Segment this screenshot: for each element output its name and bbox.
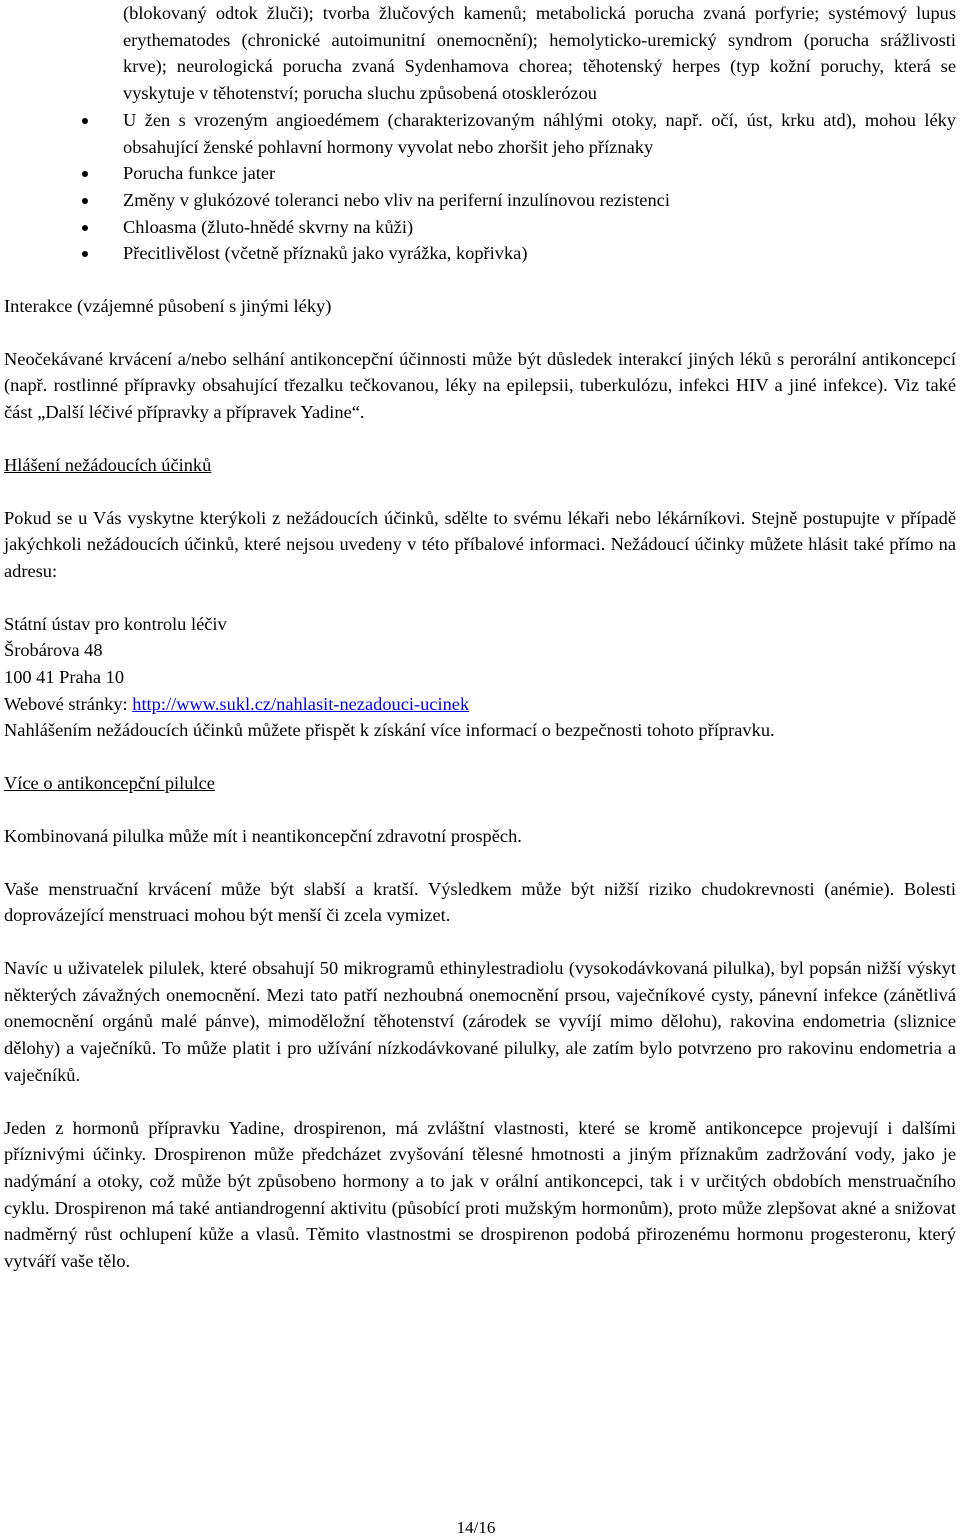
- bullet-icon: [82, 251, 88, 257]
- interactions-heading: Interakce (vzájemné působení s jinými léky): [4, 296, 332, 317]
- bullet-icon: [82, 198, 88, 204]
- more-heading: Více o antikoncepční pilulce: [4, 773, 215, 794]
- side-effects-list: [4, 107, 956, 267]
- list-item: U žen s vrozeným angioedémem (charakterizovaným náhlými otoky, např. očí, úst, krku atd), mohou léky obsahující ženské pohlavní hormony vyvolat nebo zhoršit jeho příznaky: [4, 107, 956, 160]
- list-item: Porucha funkce jater: [4, 160, 956, 187]
- bullet-icon: [82, 118, 88, 124]
- document-page: [4, 0, 956, 1275]
- more-paragraph: Jeden z hormonů přípravku Yadine, drospirenon, má zvláštní vlastnosti, které se kromě antikoncepce projevují i dalšími příznivými účinky. Drospirenon může předcházet zvyšování tělesné hmotnosti a jiným příznakům zadržování vody, jako je nadýmání a otoky, což může být způsobeno hormony a to jak v orální antikoncepci, tak i v určitých obdobích menstruačního cyklu. Drospirenon má také antiandrogenní aktivitu (působící proti mužským hormonům), proto může zlepšovat akné a snižovat nadměrný růst ochlupení kůže a vlasů. Těmito vlastnostmi se drospirenon podobá přirozenému hormonu progesteronu, který vytváří vaše tělo.: [4, 1117, 956, 1272]
- bullet-icon: [82, 171, 88, 177]
- more-paragraph: Navíc u uživatelek pilulek, které obsahují 50 mikrogramů ethinylestradiolu (vysokodávkovaná pilulka), byl popsán nižší výskyt některých závažných onemocnění. Mezi tato patří nezhoubná onemocnění prsou, vaječníkové cysty, pánevní infekce (zánětlivá onemocnění orgánů malé pánve), mimoděložní těhotenství (zárodek se vyvíjí mimo dělohu), rakovina endometria (sliznice dělohy) a vaječníků. To může platit i pro užívání nízkodávkované pilulky, ale zatím bylo potvrzeno pro rakovinu endometria a vaječníků.: [4, 957, 956, 1085]
- address-block: [4, 611, 956, 745]
- address-line: Šrobárova 48: [4, 640, 103, 661]
- address-line: 100 41 Praha 10: [4, 667, 125, 688]
- continued-list-item: (blokovaný odtok žluči); tvorba žlučových kamenů; metabolická porucha zvaná porfyrie; systémový lupus erythematodes (chronické autoimunitní onemocnění); hemolyticko-uremický syndrom (porucha srážlivosti krve); neurologická porucha zvaná Sydenhamova chorea; těhotenský herpes (typ kožní poruchy, která se vyskytuje v těhotenství; porucha sluchu způsobená otosklerózou: [123, 3, 956, 104]
- address-line: Státní ústav pro kontrolu léčiv: [4, 613, 227, 634]
- sukl-link[interactable]: http://www.sukl.cz/nahlasit-nezadouci-ucinek: [132, 693, 470, 714]
- website-label: Webové stránky:: [4, 693, 133, 714]
- bullet-icon: [82, 225, 88, 231]
- list-item: Přecitlivělost (včetně příznaků jako vyrážka, kopřivka): [4, 240, 956, 267]
- reporting-heading: Hlášení nežádoucích účinků: [4, 454, 212, 475]
- reporting-closing: Nahlášením nežádoucích účinků můžete přispět k získání více informací o bezpečnosti tohoto přípravku.: [4, 720, 775, 741]
- page-number: 14/16: [456, 1518, 496, 1537]
- more-paragraph: Kombinovaná pilulka může mít i neantikoncepční zdravotní prospěch.: [4, 825, 522, 846]
- list-item: Změny v glukózové toleranci nebo vliv na periferní inzulínovou rezistenci: [4, 187, 956, 214]
- list-item: Chloasma (žluto-hnědé skvrny na kůži): [4, 214, 956, 241]
- more-paragraph: Vaše menstruační krvácení může být slabší a kratší. Výsledkem může být nižší riziko chudokrevnosti (anémie). Bolesti doprovázející menstruaci mohou být menší či zcela vymizet.: [4, 878, 956, 926]
- reporting-paragraph: Pokud se u Vás vyskytne kterýkoli z nežádoucích účinků, sdělte to svému lékaři nebo lékárníkovi. Stejně postupujte v případě jakýchkoli nežádoucích účinků, které nejsou uvedeny v této příbalové informaci. Nežádoucí účinky můžete hlásit také přímo na adresu:: [4, 507, 956, 581]
- website-line: [4, 691, 956, 718]
- interactions-paragraph: Neočekávané krvácení a/nebo selhání antikoncepční účinnosti může být důsledek interakcí jiných léků s perorální antikoncepcí (např. rostlinné přípravky obsahující třezalku tečkovanou, léky na epilepsii, tuberkulózu, infekci HIV a jiné infekce). Viz také část „Další léčivé přípravky a přípravek Yadine“.: [4, 348, 956, 423]
